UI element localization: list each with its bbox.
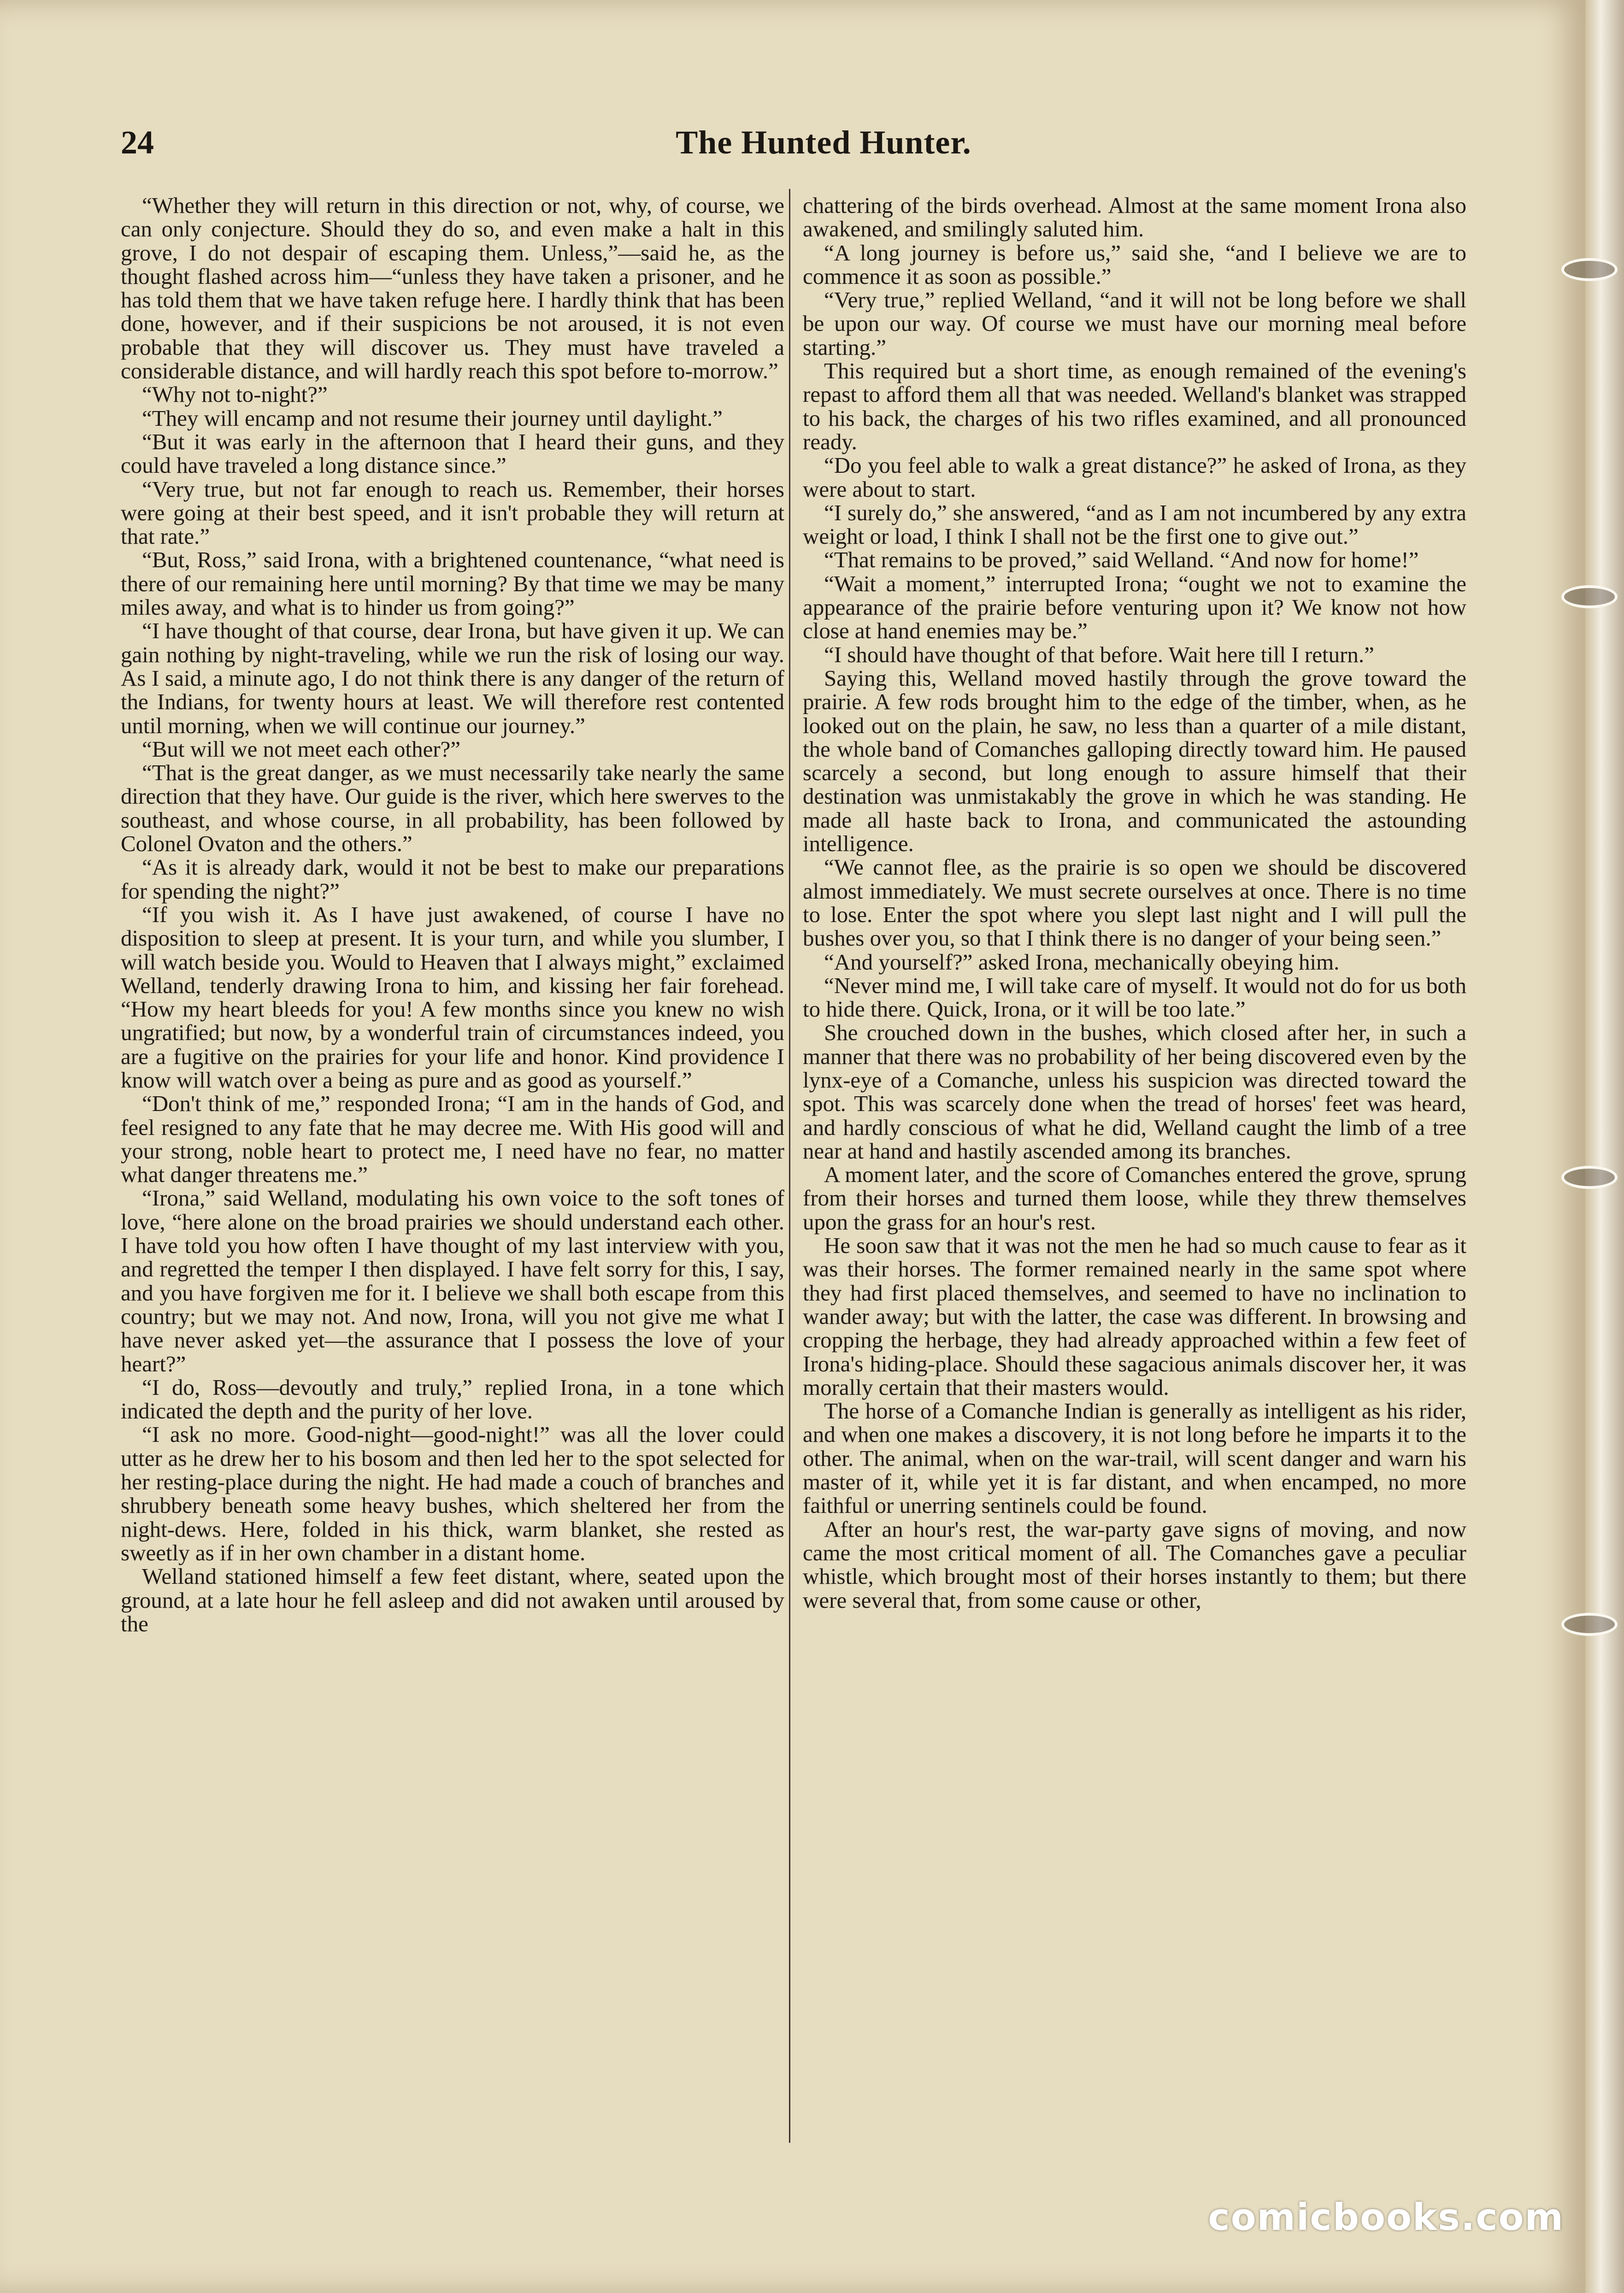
page-spine bbox=[1585, 0, 1624, 2293]
paragraph: “Don't think of me,” responded Irona; “I am in the hands of God, and feel resigned to any fate that he may decree me. With His good will and your strong, noble heart to protect me, I need have no fear, no matter what danger threatens me.” bbox=[121, 1091, 784, 1188]
binding-ring bbox=[1561, 258, 1618, 281]
paragraph: “Why not to-night?” bbox=[142, 382, 328, 407]
paragraph: “I ask no more. Good-night—good-night!” was all the lover could utter as he drew her to his bosom and then led her to the spot selected for her resting-place during the night. He had made a couch of branches and shrubbery beneath some heavy bushes, which sheltered her from the night-dews. Here, folded in his thick, warm blanket, she rested as sweetly as if in her own chamber in a distant home. bbox=[121, 1422, 784, 1565]
paragraph: “That is the great danger, as we must necessarily take nearly the same direction that they have. Our guide is the river, which here swerves to the southeast, and whose course, in all probability, has been followed by Colonel Ovaton and the others.” bbox=[121, 760, 784, 857]
paragraph: “We cannot flee, as the prairie is so open we should be discovered almost immediately. We must secrete ourselves at once. There is no time to lose. Enter the spot where you slept last night and I will pull the bushes over you, so that I think there is no danger of your being seen.” bbox=[803, 854, 1466, 951]
paragraph: “If you wish it. As I have just awakened, of course I have no disposition to sleep at present. It is your turn, and while you slumber, I will watch beside you. Would to Heaven that I always might,” exclaimed Welland, tenderly drawing Irona to him, and kissing her fair forehead. “How my heart bleeds for you! A few months since you knew no wish ungratified; but now, by a wonderful train of circumstances indeed, you are a fugitive on the prairies for your life and honor. Kind providence I know will watch over a being as pure and as good as yourself.” bbox=[121, 901, 784, 1093]
binding-ring bbox=[1561, 1613, 1618, 1636]
paragraph: She crouched down in the bushes, which closed after her, in such a manner that there was no probability of her being discovered even by the lynx-eye of a Comanche, unless his suspicion was directed toward the spot. This was scarcely done when the tread of horses' feet was heard, and hardly conscious of what he did, Welland caught the limb of a tree near at hand and hastily ascended among its branches. bbox=[803, 1020, 1466, 1164]
page-header bbox=[121, 119, 1526, 174]
paragraph: “But, Ross,” said Irona, with a brightened countenance, “what need is there of our remaining here until morning? By that time we may be many miles away, and what is to hinder us from going?” bbox=[121, 547, 784, 620]
text-column-left bbox=[121, 194, 784, 2143]
paragraph: This required but a short time, as enough remained of the evening's repast to afford them all that was needed. Welland's blanket was strapped to his back, the charges of his two rifles examined, and all pronounced ready. bbox=[803, 358, 1466, 454]
binding-ring bbox=[1561, 1166, 1618, 1189]
paragraph: “As it is already dark, would it not be best to make our preparations for spending the night?” bbox=[121, 854, 784, 904]
paragraph: After an hour's rest, the war-party gave signs of moving, and now came the most critical moment of all. The Comanches gave a peculiar whistle, which brought most of their horses instantly to them; but there were several that, from some cause or other, bbox=[803, 1516, 1466, 1613]
paragraph: “Very true, but not far enough to reach us. Remember, their horses were going at their best speed, and it isn't probable they will return at that rate.” bbox=[121, 476, 784, 549]
paragraph: Saying this, Welland moved hastily through the grove toward the prairie. A few rods brought him to the edge of the timber, when, as he looked out on the plain, he saw, no less than a quarter of a mile distant, the whole band of Comanches galloping directly toward him. He paused scarcely a second, but long enough to assure himself that their destination was unmistakably the grove in which he was standing. He made all haste back to Irona, and communicated the astounding intelligence. bbox=[803, 665, 1466, 857]
paragraph: “I surely do,” she answered, “and as I am not incumbered by any extra weight or load, I think I shall not be the first one to give out.” bbox=[803, 500, 1466, 549]
paragraph-continuation: chattering of the birds overhead. Almost at the same moment Irona also awakened, and smilingly saluted him. bbox=[803, 194, 1466, 242]
running-title: The Hunted Hunter. bbox=[676, 124, 971, 161]
paragraph: “Whether they will return in this direction or not, why, of course, we can only conjecture. Should they do so, and even make a halt in this grove, I do not despair of escaping them. Unless,”—said he, as the thought flashed across him—“unless they have taken a prisoner, and he has told them that we have taken refuge here. I hardly think that has been done, however, and if their suspicions be not aroused, it is not even probable that they will discover us. They must have traveled a considerable distance, and will hardly reach this spot before to-morrow.” bbox=[121, 194, 784, 384]
paragraph: The horse of a Comanche Indian is generally as intelligent as his rider, and when one makes a discovery, it is not long before he imparts it to the other. The animal, when on the war-trail, will scent danger and warn his master of it, while yet it is far distant, and when encamped, no more faithful or unerring sentinels could be found. bbox=[803, 1398, 1466, 1518]
paragraph: “Do you feel able to walk a great distance?” he asked of Irona, as they were about to start. bbox=[803, 453, 1466, 502]
paragraph: “But will we not meet each other?” bbox=[142, 736, 461, 762]
binding-ring bbox=[1561, 585, 1618, 608]
paragraph: He soon saw that it was not the men he had so much cause to fear as it was their horses. The former remained nearly in the same spot where they had first placed themselves, and seemed to have no inclination to wander away; but with the latter, the case was different. In browsing and cropping the herbage, they had already approached within a few feet of Irona's hiding-place. Should these sagacious animals discover her, it was morally certain that their masters would. bbox=[803, 1233, 1466, 1400]
paragraph: “Never mind me, I will take care of myself. It would not do for us both to hide there. Quick, Irona, or it will be too late.” bbox=[803, 972, 1466, 1022]
page-number: 24 bbox=[121, 124, 154, 161]
paragraph: A moment later, and the score of Comanches entered the grove, sprung from their horses and turned them loose, while they threw themselves upon the grass for an hour's rest. bbox=[803, 1162, 1466, 1235]
paragraph: “That remains to be proved,” said Welland. “And now for home!” bbox=[824, 547, 1419, 573]
paragraph: “But it was early in the afternoon that I heard their guns, and they could have traveled a long distance since.” bbox=[121, 429, 784, 478]
paragraph: “And yourself?” asked Irona, mechanically obeying him. bbox=[824, 949, 1340, 975]
paragraph: Welland stationed himself a few feet distant, where, seated upon the ground, at a late hour he fell asleep and did not awaken until aroused by the bbox=[121, 1564, 784, 1636]
paragraph: “Irona,” said Welland, modulating his own voice to the soft tones of love, “here alone on the broad prairies we should understand each other. I have told you how often I have thought of my last interview with you, and regretted the temper I then displayed. I have felt sorry for this, I say, and you have forgiven me for it. I believe we shall both escape from this country; but we may not. And now, Irona, will you not give me what I have never asked yet—the assurance that I possess the love of your heart?” bbox=[121, 1185, 784, 1376]
paragraph: “I have thought of that course, dear Irona, but have given it up. We can gain nothing by night-traveling, while we run the risk of losing our way. As I said, a minute ago, I do not think there is any danger of the return of the Indians, for twenty hours at least. We will therefore rest contented until morning, when we will continue our journey.” bbox=[121, 618, 784, 738]
column-divider bbox=[789, 189, 790, 2143]
paragraph: “Very true,” replied Welland, “and it will not be long before we shall be upon our way. Of course we must have our morning meal before starting.” bbox=[803, 287, 1466, 360]
paragraph: “I do, Ross—devoutly and truly,” replied Irona, in a tone which indicated the depth and the purity of her love. bbox=[121, 1374, 784, 1424]
paragraph: “They will encamp and not resume their journey until daylight.” bbox=[142, 405, 723, 431]
text-column-right bbox=[803, 194, 1466, 2143]
paragraph: “I should have thought of that before. Wait here till I return.” bbox=[824, 641, 1374, 667]
paragraph: “A long journey is before us,” said she, “and I believe we are to commence it as soon as possible.” bbox=[803, 240, 1466, 289]
watermark: comicbooks.com bbox=[1208, 2196, 1564, 2239]
paragraph: “Wait a moment,” interrupted Irona; “ought we not to examine the appearance of the prairie before venturing upon it? We know not how close at hand enemies may be.” bbox=[803, 570, 1466, 644]
